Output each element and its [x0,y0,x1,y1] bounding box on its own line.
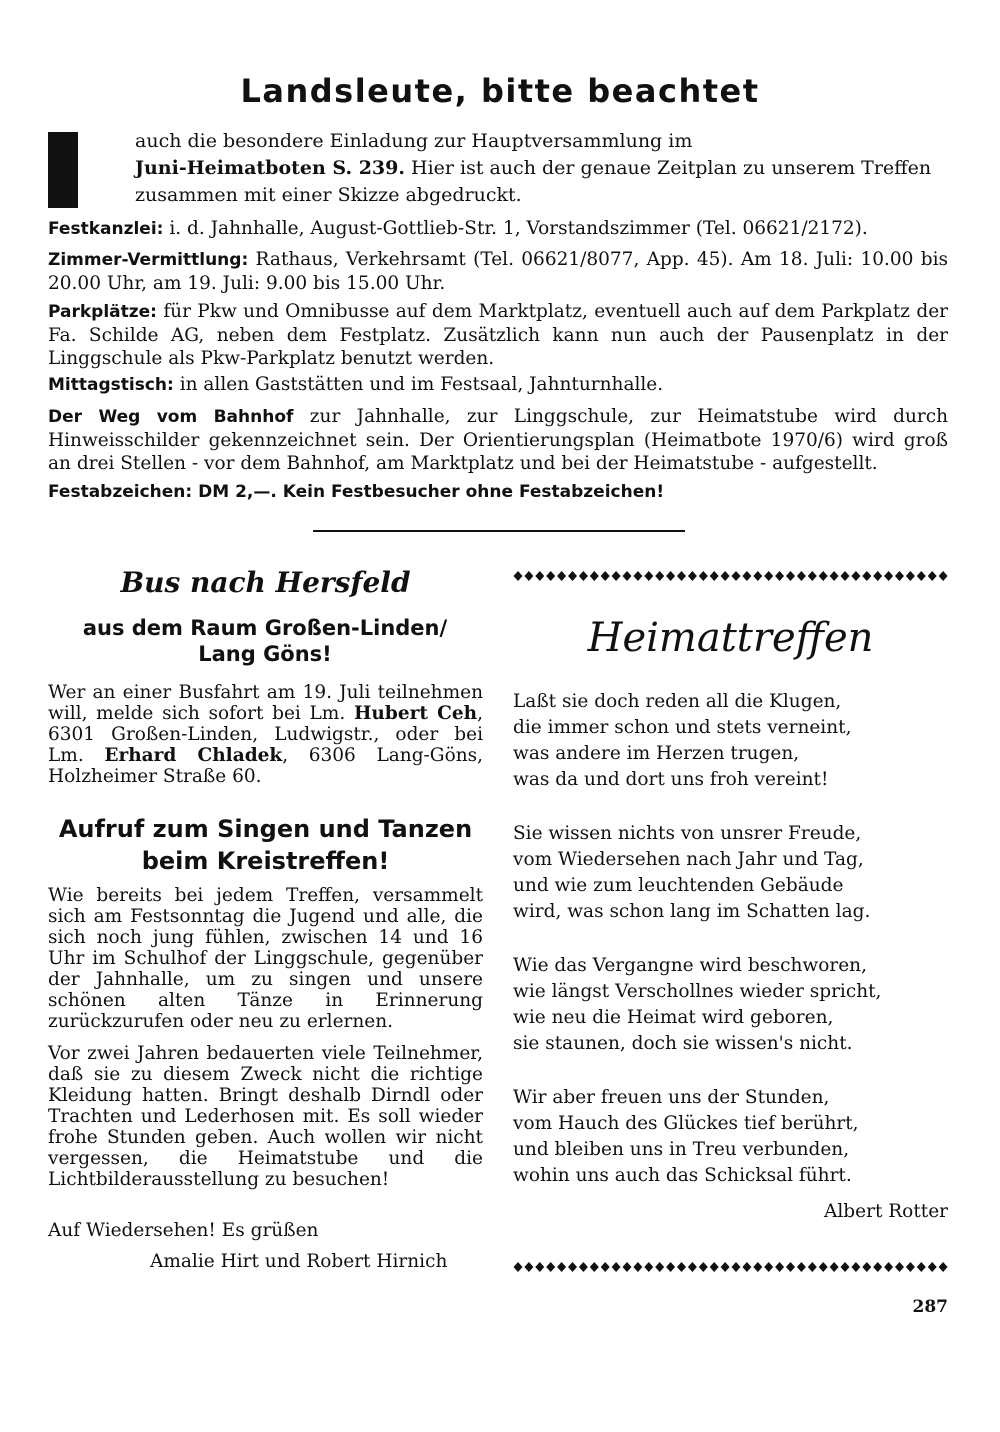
diamond-ornament [699,571,708,581]
contact-name: Hubert Ceh [353,703,478,724]
info-festkanzlei: Festkanzlei: i. d. Jahnhalle, August-Gottlieb-Str. 1, Vorstandszimmer (Tel. 06621/2172). [48,218,868,239]
diamond-ornament [742,571,751,581]
diamond-ornament [590,1262,599,1272]
divider [313,530,685,532]
diamond-ornament [732,571,741,581]
diamond-ornament [884,1262,893,1272]
bus-heading: Bus nach Hersfeld [120,566,411,599]
diamond-ornament [906,1262,915,1272]
diamond-ornament [873,571,882,581]
diamond-ornament [612,1262,621,1272]
diamond-ornament [514,571,523,581]
diamond-ornament [557,571,566,581]
diamond-ornament [699,1262,708,1272]
diamond-ornament [655,571,664,581]
poem-line: die immer schon und stets verneint, [513,717,852,738]
diamond-ornament [895,1262,904,1272]
diamond-ornament [535,1262,544,1272]
diamond-ornament [655,1262,664,1272]
diamond-ornament [557,1262,566,1272]
diamond-ornament [579,1262,588,1272]
info-mittagstisch: Mittagstisch: in allen Gaststätten und im Festsaal, Jahnturnhalle. [48,374,664,395]
diamond-ornament [917,571,926,581]
poem-title: Heimattreffen [587,615,874,661]
diamond-ornament [786,1262,795,1272]
diamond-ornament [590,571,599,581]
diamond-ornament [579,571,588,581]
diamond-ornament [895,571,904,581]
diamond-ornament [732,1262,741,1272]
diamond-ornament [764,571,773,581]
diamond-ornament [524,1262,533,1272]
diamond-ornament [797,571,806,581]
poem-line: vom Wiedersehen nach Jahr und Tag, [513,849,864,870]
bus-text: Wer an einer Busfahrt am 19. Juli teilnehmen will, melde sich sofort bei Lm. Hubert Ceh, 6301 Großen-Linden, Ludwigstr., oder bei Lm. Erhard Chladek, 6306 Lang-Göns, Holzheimer Straße 60. [48,682,483,787]
diamond-ornament [568,571,577,581]
poem-line: Wie das Vergangne wird beschworen, [513,955,867,976]
poem-line: Wir aber freuen uns der Stunden, [513,1087,830,1108]
intro-line-2: Juni-Heimatboten S. 239. Hier ist auch der genaue Zeitplan zu unserem Treffen [135,157,932,179]
aufruf-closing: Auf Wiedersehen! Es grüßen [48,1220,319,1241]
poem-line: vom Hauch des Glückes tief berührt, [513,1113,859,1134]
diamond-ornament [873,1262,882,1272]
diamond-ornament [764,1262,773,1272]
poem-line: wohin uns auch das Schicksal führt. [513,1165,852,1186]
page-title: Landsleute, bitte beachtet [240,72,760,110]
diamond-ornament [928,1262,937,1272]
intro-line-1: auch die besondere Einladung zur Hauptversammlung im [135,130,693,152]
poem-line: was andere im Herzen trugen, [513,743,800,764]
diamond-ornament [644,571,653,581]
diamond-ornament [688,1262,697,1272]
diamond-border-top [513,569,948,583]
poem-line: wird, was schon lang im Schatten lag. [513,901,871,922]
diamond-ornament [710,1262,719,1272]
diamond-ornament [514,1262,523,1272]
diamond-ornament [753,1262,762,1272]
diamond-ornament [786,571,795,581]
aufruf-heading: Aufruf zum Singen und Tanzen beim Kreistreffen! [58,815,473,875]
poem-line: und wie zum leuchtenden Gebäude [513,875,844,896]
diamond-ornament [884,571,893,581]
diamond-ornament [546,571,555,581]
poem-line: Sie wissen nichts von unsrer Freude, [513,823,862,844]
poem-line: Laßt sie doch reden all die Klugen, [513,691,842,712]
diamond-ornament [808,1262,817,1272]
diamond-ornament [851,1262,860,1272]
initial-bar [48,132,78,208]
diamond-ornament [710,571,719,581]
info-zimmer: Zimmer-Vermittlung: Rathaus, Verkehrsamt (Tel. 06621/8077, App. 45). Am 18. Juli: 10.00 bis 20.00 Uhr, am 19. Juli: 9.00 bis 15.00 Uhr. [48,249,948,294]
diamond-ornament [623,571,632,581]
diamond-ornament [644,1262,653,1272]
diamond-ornament [535,571,544,581]
diamond-ornament [830,571,839,581]
diamond-ornament [819,571,828,581]
diamond-ornament [601,571,610,581]
diamond-ornament [546,1262,555,1272]
contact-name: Erhard Chladek [104,745,283,766]
info-parkplaetze: Parkplätze: für Pkw und Omnibusse auf dem Marktplatz, eventuell auch auf dem Parkplatz der Fa. Schilde AG, neben dem Festplatz. Zusätzlich kann nun auch der Pausenplatz in der Linggschule als Pkw-Parkplatz benutzt werden. [48,301,948,369]
diamond-ornament [666,1262,675,1272]
diamond-ornament [928,571,937,581]
diamond-ornament [677,1262,686,1272]
diamond-ornament [862,1262,871,1272]
diamond-ornament [568,1262,577,1272]
poem-line: wie neu die Heimat wird geboren, [513,1007,834,1028]
diamond-ornament [841,571,850,581]
diamond-ornament [819,1262,828,1272]
diamond-ornament [753,571,762,581]
diamond-ornament [906,571,915,581]
diamond-ornament [612,571,621,581]
diamond-ornament [808,571,817,581]
poem-author: Albert Rotter [824,1201,948,1222]
diamond-ornament [721,571,730,581]
diamond-ornament [721,1262,730,1272]
page-number: 287 [912,1297,948,1317]
diamond-ornament [601,1262,610,1272]
diamond-ornament [851,571,860,581]
aufruf-paragraph-1: Wie bereits bei jedem Treffen, versammelt sich am Festsonntag die Jugend und alle, die sich noch jung fühlen, zwischen 14 und 16 Uhr im Schulhof der Linggschule, gegenüber der Jahnhalle, um zu singen und unsere schönen alten Tänze in Erinnerung zurückzurufen oder neu zu erlernen. [48,885,483,1032]
diamond-ornament [633,1262,642,1272]
diamond-ornament [775,571,784,581]
diamond-border-bottom [513,1260,948,1274]
diamond-ornament [524,571,533,581]
festabzeichen-note: Festabzeichen: DM 2,—. Kein Festbesucher ohne Festabzeichen! [48,482,665,502]
diamond-ornament [677,571,686,581]
diamond-ornament [939,571,948,581]
poem-line: und bleiben uns in Treu verbunden, [513,1139,850,1160]
info-weg: Der Weg vom Bahnhof zur Jahnhalle, zur Linggschule, zur Heimatstube wird durch Hinweisschilder gekennzeichnet sein. Der Orientierungsplan (Heimatbote 1970/6) wird groß an drei Stellen - vor dem Bahnhof, am Marktplatz und bei der Heimatstube - aufgestellt. [48,406,948,474]
poem-line: wie längst Verschollnes wieder spricht, [513,981,882,1002]
diamond-ornament [862,571,871,581]
diamond-ornament [917,1262,926,1272]
diamond-ornament [841,1262,850,1272]
diamond-ornament [633,571,642,581]
diamond-ornament [666,571,675,581]
aufruf-paragraph-2: Vor zwei Jahren bedauerten viele Teilnehmer, daß sie zu diesem Zweck nicht die richtige Kleidung hatten. Bringt deshalb Dirndl oder Trachten und Lederhosen mit. Es soll wieder frohe Stunden geben. Auch wollen wir nicht vergessen, die Heimatstube und die Lichtbilderausstellung zu besuchen! [48,1043,483,1190]
diamond-ornament [742,1262,751,1272]
intro-reference: Juni-Heimatboten S. 239. [135,157,405,179]
diamond-ornament [688,571,697,581]
poem-line: sie staunen, doch sie wissen's nicht. [513,1033,853,1054]
diamond-ornament [797,1262,806,1272]
diamond-ornament [775,1262,784,1272]
diamond-ornament [623,1262,632,1272]
intro-line-3: zusammen mit einer Skizze abgedruckt. [135,184,522,206]
aufruf-signers: Amalie Hirt und Robert Hirnich [150,1251,448,1272]
diamond-ornament [830,1262,839,1272]
bus-subheading: aus dem Raum Großen-Linden/ Lang Göns! [82,616,448,666]
poem-line: was da und dort uns froh vereint! [513,769,829,790]
diamond-ornament [939,1262,948,1272]
